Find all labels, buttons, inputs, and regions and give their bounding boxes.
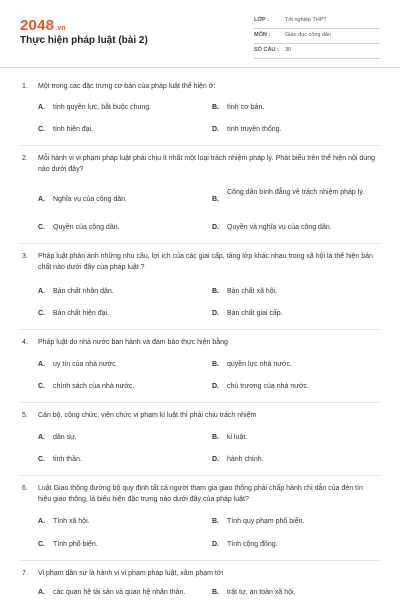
meta-value: 30 — [285, 47, 292, 53]
option-letter: D. — [212, 383, 219, 390]
option-text: chính sách của nhà nước. — [53, 383, 135, 390]
question-text: Vi phạm dân sự là hành vi vi phạm pháp luật, xâm phạm tới — [38, 570, 224, 577]
logo-suffix: .vn — [55, 25, 66, 32]
question-text: Mỗi hành vi vi phạm pháp luật phải chịu ít nhất một loại trách nhiệm pháp lý. Phát biểu trên thể hiện nội dung nào dưới đây? — [38, 155, 375, 173]
option-text: Tính xã hội. — [53, 518, 90, 525]
option-text: tính hiện đại. — [53, 126, 94, 133]
question-divider — [20, 145, 380, 146]
question-divider — [20, 475, 380, 476]
option-letter: C. — [38, 126, 45, 133]
option-letter: A. — [38, 104, 45, 111]
question-divider — [20, 329, 380, 330]
option-text: các quan hệ tài sản và quan hệ nhân thân. — [53, 589, 186, 596]
option-text: Bản chất xã hội. — [227, 288, 278, 295]
option-letter: B. — [212, 434, 219, 441]
option-text: Quyền của công dân. — [53, 224, 120, 231]
option-text: Nghĩa vụ của công dân. — [53, 196, 127, 203]
option-text: Tính cộng đồng. — [227, 541, 278, 548]
option-letter: B. — [212, 196, 219, 203]
option-letter: C. — [38, 541, 45, 548]
question-text: Cán bộ, công chức, viên chức vi phạm kỉ luật thì phải chịu trách nhiệm — [38, 412, 257, 419]
option-letter: A. — [38, 196, 45, 203]
logo-main: 2048 — [20, 17, 55, 34]
option-text: tính cơ bản. — [227, 104, 265, 111]
question-text: Pháp luật phản ánh những nhu cầu, lợi ích của các giai cấp, tầng lớp khác nhau trong xã hội là thể hiện bản chất nào dưới đây của pháp luật ? — [38, 253, 373, 271]
question-number: 2. — [22, 155, 28, 162]
option-text: tính quyền lực, bắt buộc chung. — [53, 104, 152, 111]
option-text: Công dân bình đẳng về trách nhiệm pháp lý. — [227, 189, 365, 196]
question-number: 7. — [22, 570, 28, 577]
option-letter: D. — [212, 541, 219, 548]
meta-value: Giáo dục công dân — [285, 32, 332, 38]
option-text: trật tự, an toàn xã hội. — [227, 589, 296, 596]
question-divider — [20, 243, 380, 244]
option-letter: C. — [38, 310, 45, 317]
option-text: Quyền và nghĩa vụ của công dân. — [227, 224, 332, 231]
option-letter: B. — [212, 361, 219, 368]
meta-label: LỚP : — [254, 17, 269, 23]
option-letter: A. — [38, 288, 45, 295]
question-number: 3. — [22, 253, 28, 260]
option-text: tính truyền thống. — [227, 126, 282, 133]
option-text: hành chính. — [227, 456, 264, 463]
option-letter: A. — [38, 434, 45, 441]
question-number: 6. — [22, 485, 28, 492]
page-title: Thực hiện pháp luật (bài 2) — [20, 35, 148, 46]
option-letter: D. — [212, 310, 219, 317]
option-letter: B. — [212, 518, 219, 525]
meta-label: SỐ CÂU : — [254, 47, 279, 53]
option-text: Bản chất nhân dân. — [53, 288, 114, 295]
option-letter: A. — [38, 518, 45, 525]
option-letter: A. — [38, 589, 45, 596]
option-text: Bản chất giai cấp. — [227, 310, 283, 317]
option-text: uy tín của nhà nước. — [53, 361, 118, 368]
question-divider — [20, 560, 380, 561]
question-divider — [20, 402, 380, 403]
option-text: Bản chất hiện đại. — [53, 310, 110, 317]
question-text: Luật Giao thông đường bộ quy định tất cả người tham gia giao thông phải chấp hành chỉ dẫn của đèn tín hiệu giao thông, là biểu hiện đặc trưng nào dưới đây của pháp luật? — [38, 485, 363, 503]
option-letter: B. — [212, 104, 219, 111]
question-text: Một trong các đặc trưng cơ bản của pháp luật thể hiện ở: — [38, 83, 216, 90]
option-letter: C. — [38, 456, 45, 463]
question-number: 4. — [22, 339, 28, 346]
option-letter: C. — [38, 224, 45, 231]
question-text: Pháp luật do nhà nước ban hành và đảm bảo thực hiện bằng — [38, 339, 228, 346]
option-letter: B. — [212, 288, 219, 295]
option-text: dân sự. — [53, 434, 77, 441]
option-letter: D. — [212, 126, 219, 133]
option-text: tinh thần. — [53, 456, 82, 463]
option-text: quyền lực nhà nước. — [227, 361, 292, 368]
option-text: Tính quy phạm phổ biến. — [227, 518, 305, 525]
question-number: 1. — [22, 83, 28, 90]
option-letter: D. — [212, 456, 219, 463]
meta-value: Tốt nghiệp THPT — [285, 17, 327, 23]
option-letter: D. — [212, 224, 219, 231]
meta-label: MÔN : — [254, 32, 271, 38]
option-text: chủ trương của nhà nước. — [227, 383, 309, 390]
option-letter: C. — [38, 383, 45, 390]
option-text: Tính phổ biến. — [53, 541, 98, 548]
question-number: 5. — [22, 412, 28, 419]
option-letter: A. — [38, 361, 45, 368]
option-text: kỉ luật. — [227, 434, 248, 441]
option-letter: B. — [212, 589, 219, 596]
